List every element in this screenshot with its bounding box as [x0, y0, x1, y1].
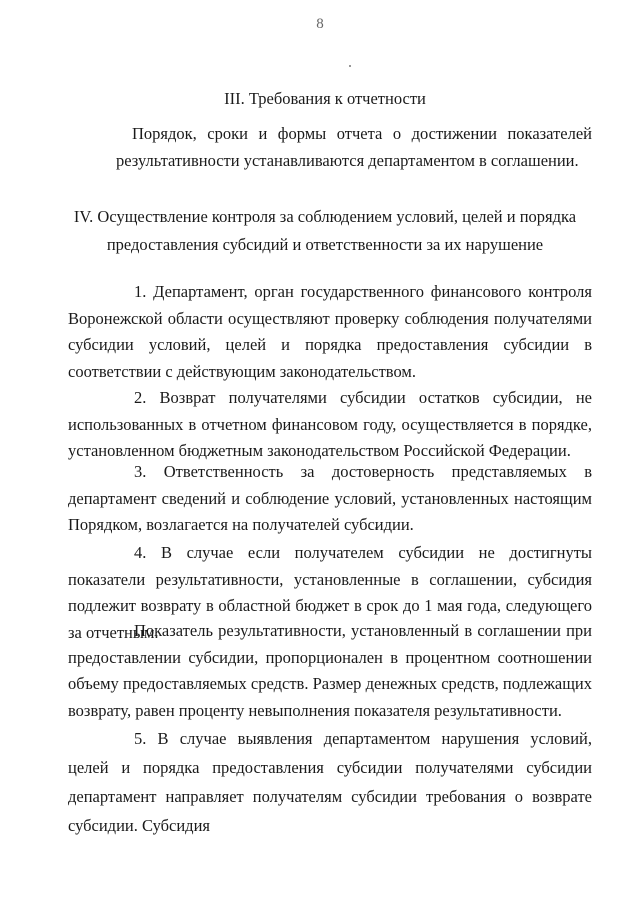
section-4-heading-line-1: IV. Осуществление контроля за соблюдением условий, целей и порядка [73, 207, 577, 226]
page-number: 8 [316, 16, 324, 32]
paragraph-1-text: 1. Департамент, орган государственного финансового контроля Воронежской области осуществляют проверку соблюдения получателями субсидии условий, целей и порядка предоставления субсидии в соответствии с действующим законодательством. [68, 282, 592, 381]
paragraph-5 [68, 724, 592, 840]
paragraph-3 [68, 459, 592, 539]
section-3-paragraph [116, 120, 592, 174]
paragraph-2 [68, 385, 592, 465]
section-3-heading: III. Требования к отчетности [224, 89, 426, 108]
scan-speck [349, 65, 351, 67]
paragraph-4-text: 4. В случае если получателем субсидии не достигнуты показатели результативности, установленные в соглашении, субсидия подлежит возврату в областной бюджет в срок до 1 мая года, следующего за отчетным. [68, 543, 592, 642]
paragraph-5-text: 5. В случае выявления департаментом нарушения условий, целей и порядка предоставления субсидии получателями субсидии департамент направляет получателям субсидии требования о возврате субсидии. Субсидия [68, 729, 592, 835]
paragraph-3-text: 3. Ответственность за достоверность представляемых в департамент сведений и соблюдение условий, установленных настоящим Порядком, возлагается на получателей субсидии. [68, 462, 592, 534]
section-3-paragraph-text: Порядок, сроки и формы отчета о достижении показателей результативности устанавливаются департаментом в соглашении. [116, 124, 592, 170]
section-4-heading-line-2: предоставления субсидий и ответственности за их нарушение [106, 235, 544, 254]
paragraph-4-continuation-text: Показатель результативности, установленный в соглашении при предоставлении субсидии, пропорционален в процентном соотношении объему предоставляемых средств. Размер денежных средств, подлежащих возврату, равен проценту невыполнения показателя результативности. [68, 621, 592, 720]
paragraph-1 [68, 279, 592, 385]
paragraph-2-text: 2. Возврат получателями субсидии остатков субсидии, не использованных в отчетном финансовом году, осуществляется в порядке, установленном бюджетным законодательством Российской Федерации. [68, 388, 592, 460]
paragraph-4-continuation [68, 618, 592, 724]
